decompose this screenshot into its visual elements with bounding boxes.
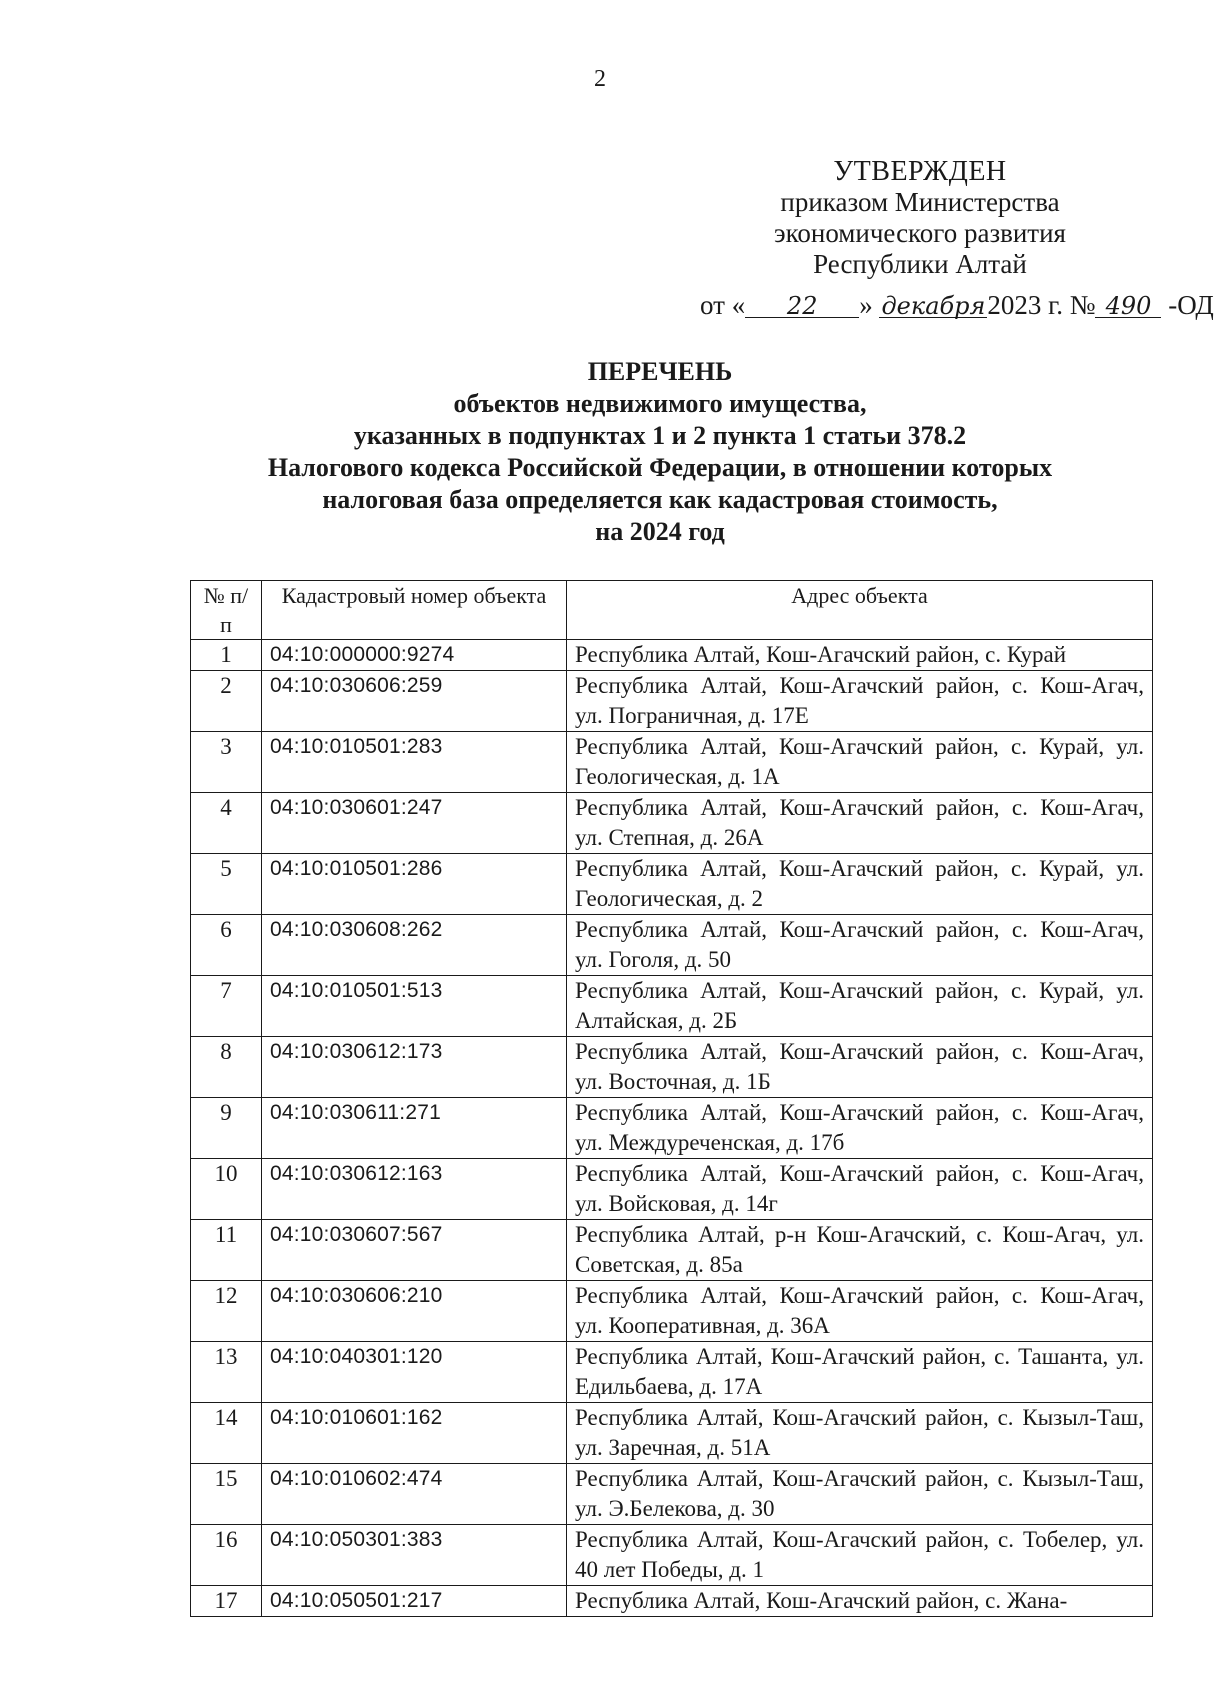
object-address: Республика Алтай, Кош-Агачский район, с. Кош-Агач, ул. Междуреченская, д. 17б	[567, 1098, 1153, 1159]
table-row	[191, 1403, 1153, 1464]
row-number: 17	[191, 1586, 262, 1617]
object-address: Республика Алтай, Кош-Агачский район, с. Курай, ул. Алтайская, д. 2Б	[567, 976, 1153, 1037]
object-address: Республика Алтай, Кош-Агачский район, с. Кызыл-Таш, ул. Э.Белекова, д. 30	[567, 1464, 1153, 1525]
cadastral-number: 04:10:030601:247	[262, 793, 567, 854]
cadastral-number: 04:10:050501:217	[262, 1586, 567, 1617]
table-row	[191, 915, 1153, 976]
handwritten-number: 490	[1095, 295, 1161, 318]
table-row	[191, 732, 1153, 793]
cadastral-number: 04:10:010602:474	[262, 1464, 567, 1525]
object-address: Республика Алтай, Кош-Агачский район, с. Курай	[567, 640, 1153, 671]
row-number: 3	[191, 732, 262, 793]
row-number: 1	[191, 640, 262, 671]
row-number: 16	[191, 1525, 262, 1586]
cadastral-number: 04:10:000000:9274	[262, 640, 567, 671]
row-number: 9	[191, 1098, 262, 1159]
approval-line-3: Республики Алтай	[813, 249, 1027, 279]
table-row	[191, 1098, 1153, 1159]
cadastral-number: 04:10:030612:163	[262, 1159, 567, 1220]
table-row	[191, 1220, 1153, 1281]
order-mid: »	[859, 290, 880, 320]
row-number: 5	[191, 854, 262, 915]
handwritten-month: декабря	[881, 292, 986, 320]
table-row	[191, 1037, 1153, 1098]
heading-line-3: указанных в подпунктах 1 и 2 пункта 1 статьи 378.2	[353, 421, 967, 450]
cadastral-number: 04:10:010501:513	[262, 976, 567, 1037]
object-address: Республика Алтай, Кош-Агачский район, с. Кош-Агач, ул. Кооперативная, д. 36А	[567, 1281, 1153, 1342]
cadastral-number: 04:10:050301:383	[262, 1525, 567, 1586]
order-year: 2023 г. №	[987, 290, 1096, 320]
cadastral-number: 04:10:030606:259	[262, 671, 567, 732]
row-number: 10	[191, 1159, 262, 1220]
table-row	[191, 793, 1153, 854]
table-row	[191, 640, 1153, 671]
table-row	[191, 671, 1153, 732]
object-address: Республика Алтай, Кош-Агачский район, с. Кызыл-Таш, ул. Заречная, д. 51А	[567, 1403, 1153, 1464]
row-number: 15	[191, 1464, 262, 1525]
table-row	[191, 1464, 1153, 1525]
header-number: № п/п	[191, 581, 262, 640]
heading-line-6: на 2024 год	[595, 517, 725, 546]
table-row	[191, 976, 1153, 1037]
approval-block	[700, 156, 1140, 280]
object-address: Республика Алтай, Кош-Агачский район, с. Жана-	[567, 1586, 1153, 1617]
approval-line-2: экономического развития	[774, 218, 1066, 248]
object-address: Республика Алтай, Кош-Агачский район, с. Курай, ул. Геологическая, д. 1А	[567, 732, 1153, 793]
heading-line-5: налоговая база определяется как кадастровая стоимость,	[322, 485, 998, 514]
cadastral-number: 04:10:010501:283	[262, 732, 567, 793]
cadastral-number: 04:10:040301:120	[262, 1342, 567, 1403]
row-number: 14	[191, 1403, 262, 1464]
object-address: Республика Алтай, Кош-Агачский район, с. Тобелер, ул. 40 лет Победы, д. 1	[567, 1525, 1153, 1586]
object-address: Республика Алтай, Кош-Агачский район, с. Курай, ул. Геологическая, д. 2	[567, 854, 1153, 915]
handwritten-day: 22	[745, 295, 859, 318]
object-address: Республика Алтай, Кош-Агачский район, с. Кош-Агач, ул. Гоголя, д. 50	[567, 915, 1153, 976]
cadastral-number: 04:10:010601:162	[262, 1403, 567, 1464]
row-number: 11	[191, 1220, 262, 1281]
object-address: Республика Алтай, р-н Кош-Агачский, с. Кош-Агач, ул. Советская, д. 85а	[567, 1220, 1153, 1281]
table-row	[191, 1586, 1153, 1617]
table-row	[191, 1281, 1153, 1342]
document-heading	[200, 356, 1120, 548]
header-address: Адрес объекта	[567, 581, 1153, 640]
row-number: 7	[191, 976, 262, 1037]
table-row	[191, 1159, 1153, 1220]
row-number: 4	[191, 793, 262, 854]
heading-title: ПЕРЕЧЕНЬ	[587, 357, 733, 386]
object-address: Республика Алтай, Кош-Агачский район, с. Кош-Агач, ул. Пограничная, д. 17Е	[567, 671, 1153, 732]
cadastral-number: 04:10:030608:262	[262, 915, 567, 976]
object-address: Республика Алтай, Кош-Агачский район, с. Кош-Агач, ул. Войсковая, д. 14г	[567, 1159, 1153, 1220]
approval-line-1: приказом Министерства	[780, 187, 1060, 217]
cadastral-number: 04:10:030606:210	[262, 1281, 567, 1342]
row-number: 8	[191, 1037, 262, 1098]
page-number: 2	[594, 66, 606, 92]
heading-line-4: Налогового кодекса Российской Федерации, в отношении которых	[267, 453, 1053, 482]
object-address: Республика Алтай, Кош-Агачский район, с. Ташанта, ул. Едильбаева, д. 17А	[567, 1342, 1153, 1403]
order-suffix: -ОД	[1161, 290, 1214, 320]
order-reference	[700, 290, 1214, 321]
row-number: 6	[191, 915, 262, 976]
cadastral-number: 04:10:030612:173	[262, 1037, 567, 1098]
approval-title: УТВЕРЖДЕН	[833, 156, 1007, 187]
heading-line-2: объектов недвижимого имущества,	[453, 389, 867, 418]
header-cadastral: Кадастровый номер объекта	[262, 581, 567, 640]
object-address: Республика Алтай, Кош-Агачский район, с. Кош-Агач, ул. Восточная, д. 1Б	[567, 1037, 1153, 1098]
cadastral-number: 04:10:030611:271	[262, 1098, 567, 1159]
row-number: 2	[191, 671, 262, 732]
property-registry-table	[190, 580, 1153, 1617]
row-number: 12	[191, 1281, 262, 1342]
cadastral-number: 04:10:010501:286	[262, 854, 567, 915]
table-row	[191, 854, 1153, 915]
object-address: Республика Алтай, Кош-Агачский район, с. Кош-Агач, ул. Степная, д. 26А	[567, 793, 1153, 854]
cadastral-number: 04:10:030607:567	[262, 1220, 567, 1281]
order-prefix: от «	[700, 290, 746, 320]
row-number: 13	[191, 1342, 262, 1403]
table-row	[191, 1342, 1153, 1403]
table-header-row	[191, 581, 1153, 640]
table-row	[191, 1525, 1153, 1586]
